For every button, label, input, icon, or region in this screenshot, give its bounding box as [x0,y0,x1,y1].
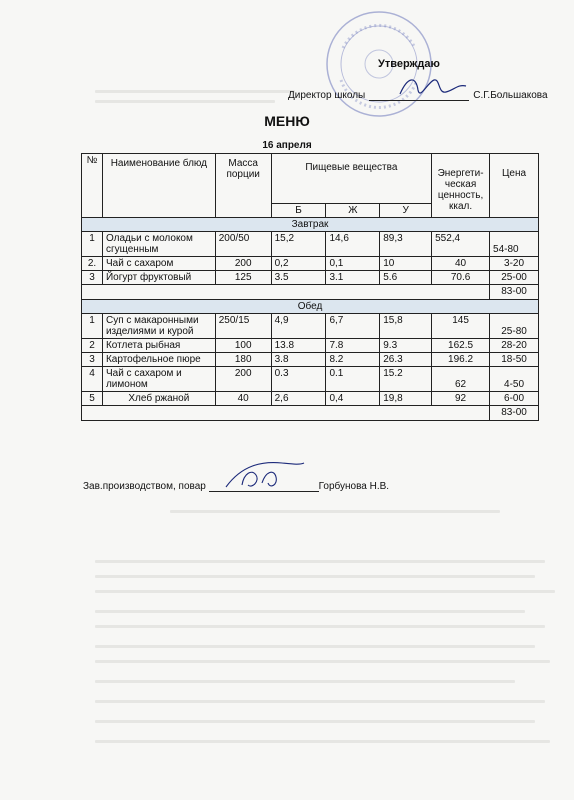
cell-proteins: 4,9 [271,314,326,339]
cell-mass: 125 [215,271,271,285]
cell-mass: 200 [215,367,271,392]
cell-price: 54-80 [490,232,539,257]
lunch-total: 83-00 [490,406,539,421]
section-row [82,300,539,314]
cell-fats: 3.1 [326,271,380,285]
cell-proteins: 3.8 [271,353,326,367]
table-row [82,314,539,339]
cell-carbs: 89,3 [380,232,432,257]
section-row [82,218,539,232]
cell-price: 4-50 [490,367,539,392]
cell-num: 3 [82,353,103,367]
cell-carbs: 9.3 [380,339,432,353]
cell-num: 2 [82,339,103,353]
cook-signature-icon [222,455,307,495]
cook-label: Зав.производством, повар [83,481,209,492]
table-row [82,271,539,285]
cell-carbs: 26.3 [380,353,432,367]
cell-energy: 162.5 [432,339,490,353]
cell-energy: 552,4 [432,232,490,257]
col-header-proteins: Б [271,204,326,218]
col-header-energy: Энергети-ческая ценность, ккал. [432,154,490,218]
cell-proteins: 0.3 [271,367,326,392]
cell-dish: Котлета рыбная [102,339,215,353]
section-breakfast: Завтрак [82,218,539,232]
col-header-number: № [82,154,103,218]
cell-num: 4 [82,367,103,392]
cell-proteins: 3.5 [271,271,326,285]
page-title: МЕНЮ [264,113,310,129]
cell-carbs: 5.6 [380,271,432,285]
cell-mass: 200/50 [215,232,271,257]
menu-table [81,153,539,421]
cell-dish: Суп с макаронными изделиями и курой [102,314,215,339]
cell-price: 3-20 [490,257,539,271]
cell-energy: 70.6 [432,271,490,285]
cell-price: 28-20 [490,339,539,353]
cell-carbs: 10 [380,257,432,271]
col-header-price: Цена [490,154,539,218]
director-name: С.Г.Большакова [473,90,548,101]
table-row [82,339,539,353]
table-row [82,367,539,392]
cell-price: 25-80 [490,314,539,339]
cell-carbs: 15.2 [380,367,432,392]
cell-mass: 200 [215,257,271,271]
cell-dish: Йогурт фруктовый [102,271,215,285]
cell-price: 6-00 [490,392,539,406]
cell-dish: Чай с сахаром [102,257,215,271]
cell-energy: 62 [432,367,490,392]
cell-num: 5 [82,392,103,406]
cell-energy: 40 [432,257,490,271]
cook-name: Горбунова Н.В. [318,481,390,492]
cell-proteins: 2,6 [271,392,326,406]
table-row [82,353,539,367]
cell-mass: 40 [215,392,271,406]
cell-proteins: 0,2 [271,257,326,271]
approval-heading: Утверждаю [378,58,440,70]
col-header-dish: Наименование блюд [102,154,215,218]
cell-num: 1 [82,314,103,339]
menu-date: 16 апреля [262,140,312,151]
col-header-fats: Ж [326,204,380,218]
cell-mass: 180 [215,353,271,367]
cell-num: 3 [82,271,103,285]
cell-price: 25-00 [490,271,539,285]
col-header-nutrients: Пищевые вещества [271,154,431,204]
cell-energy: 145 [432,314,490,339]
breakfast-total: 83-00 [490,285,539,300]
cell-num: 1 [82,232,103,257]
cell-mass: 250/15 [215,314,271,339]
cell-carbs: 19,8 [380,392,432,406]
cell-dish: Чай с сахаром и лимоном [102,367,215,392]
cell-carbs: 15,8 [380,314,432,339]
cell-fats: 7.8 [326,339,380,353]
cell-fats: 0.1 [326,367,380,392]
col-header-carbs: У [380,204,432,218]
cell-proteins: 15,2 [271,232,326,257]
cell-dish: Оладьи с молоком сгущенным [102,232,215,257]
cell-fats: 14,6 [326,232,380,257]
director-label: Директор школы [288,90,366,101]
total-row [82,406,539,421]
cell-mass: 100 [215,339,271,353]
cell-price: 18-50 [490,353,539,367]
total-row [82,285,539,300]
table-row [82,392,539,406]
cell-fats: 8.2 [326,353,380,367]
cell-proteins: 13.8 [271,339,326,353]
cell-fats: 0,1 [326,257,380,271]
cell-fats: 0,4 [326,392,380,406]
cell-dish: Хлеб ржаной [102,392,215,406]
col-header-mass: Масса порции [215,154,271,218]
table-row [82,232,539,257]
cell-energy: 92 [432,392,490,406]
cell-num: 2. [82,257,103,271]
section-lunch: Обед [82,300,539,314]
cell-fats: 6,7 [326,314,380,339]
cell-dish: Картофельное пюре [102,353,215,367]
director-signature-icon [398,72,468,102]
table-row [82,257,539,271]
cell-energy: 196.2 [432,353,490,367]
